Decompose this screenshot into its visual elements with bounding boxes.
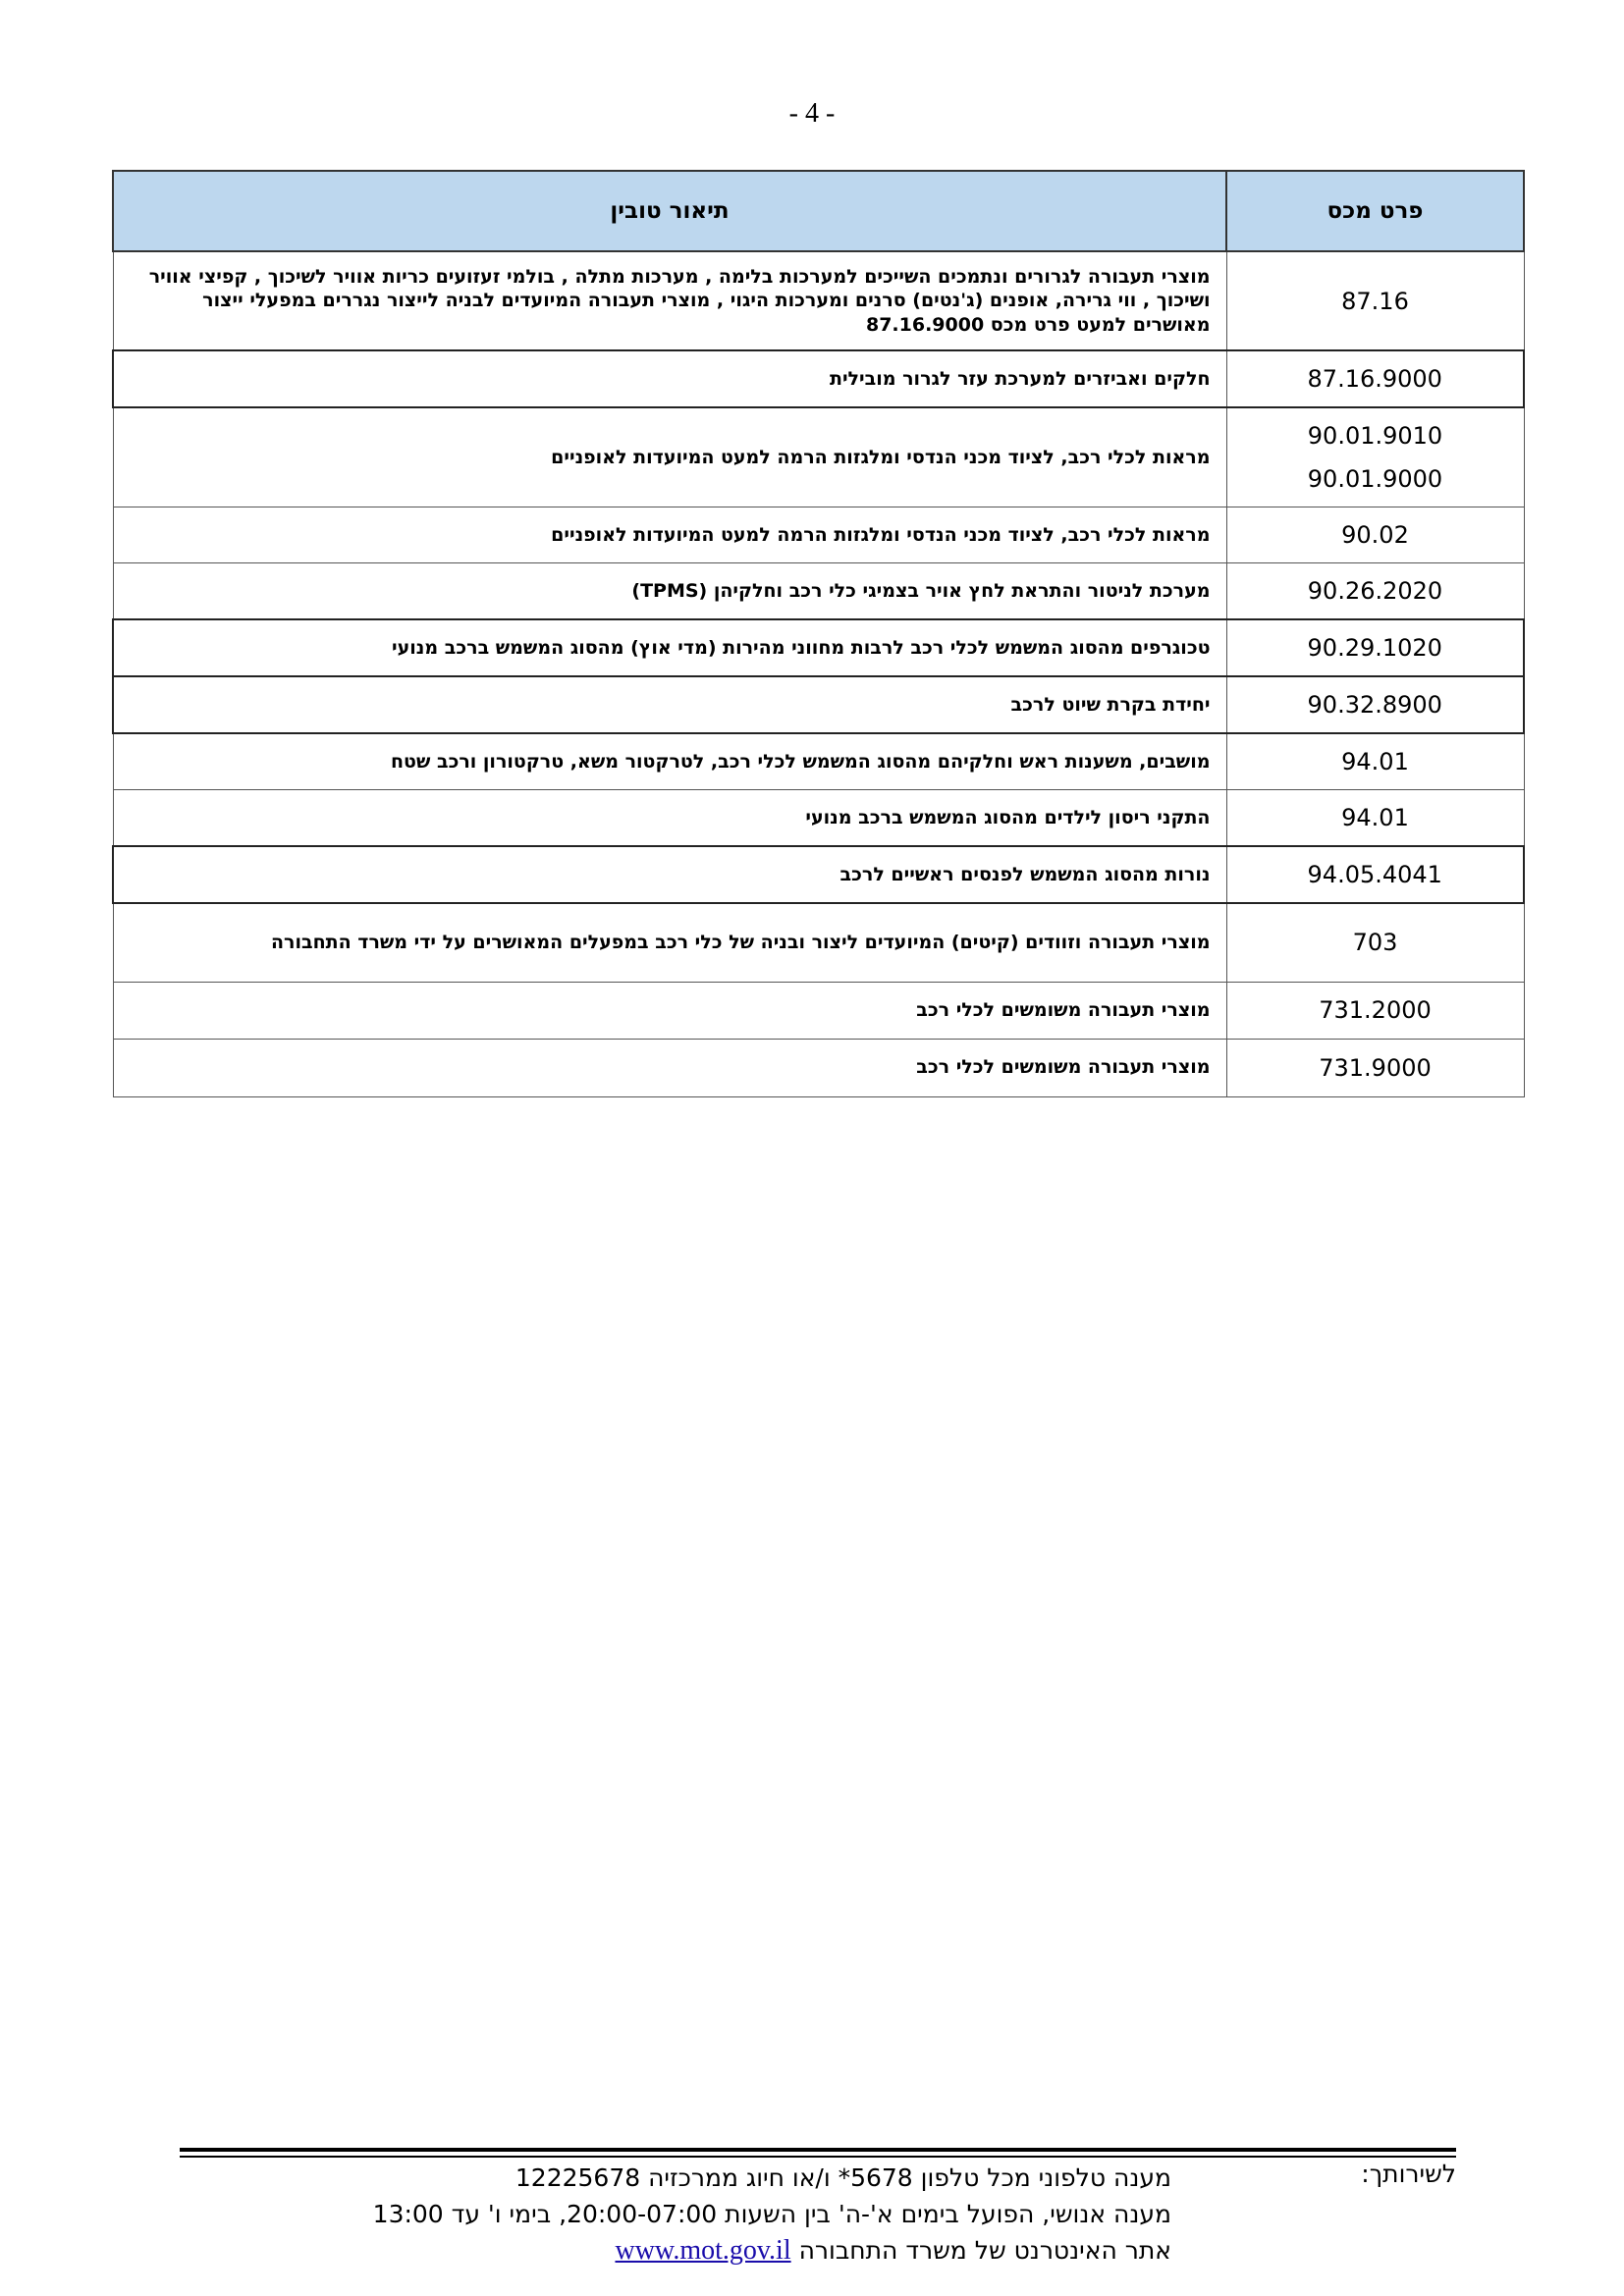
customs-code: 94.01 <box>1341 804 1409 831</box>
customs-code-cell <box>1226 563 1524 620</box>
footer-label: לשירותך: <box>1361 2160 1456 2188</box>
customs-code: 94.01 <box>1341 748 1409 775</box>
table-row <box>113 407 1524 507</box>
customs-code-cell <box>1226 507 1524 563</box>
table-row <box>113 790 1524 847</box>
tariff-table <box>112 170 1525 1097</box>
table-row <box>113 903 1524 982</box>
footer-contact-info <box>373 2160 1171 2269</box>
table-row <box>113 846 1524 903</box>
goods-description-cell: מוצרי תעבורה וזוודים (קיטים) המיועדים ליצור ובניה של כלי רכב במפעלים המאושרים על ידי משרד התחבורה <box>113 903 1226 982</box>
table-row <box>113 1039 1524 1096</box>
table-row <box>113 251 1524 350</box>
goods-description-cell: מוצרי תעבורה משומשים לכלי רכב <box>113 982 1226 1039</box>
page-number: - 4 - <box>788 98 836 129</box>
goods-description-cell: מערכת לניטור והתראת לחץ אויר בצמיגי כלי רכב וחלקיהן (TPMS) <box>113 563 1226 620</box>
goods-description-cell: התקני ריסון לילדים מהסוג המשמש ברכב מנועי <box>113 790 1226 847</box>
customs-code-cell <box>1226 903 1524 982</box>
customs-code: 90.02 <box>1341 521 1409 549</box>
goods-description-cell: טכוגרפים מהסוג המשמש לכלי רכב לרבות מחווני מהירות (מדי אוץ) מהסוג המשמש ברכב מנועי <box>113 619 1226 676</box>
goods-description-cell: מוצרי תעבורה משומשים לכלי רכב <box>113 1039 1226 1096</box>
goods-description-cell: יחידת בקרת שיוט לרכב <box>113 676 1226 733</box>
customs-code: 90.32.8900 <box>1307 691 1442 719</box>
customs-code-cell <box>1226 350 1524 407</box>
customs-code-cell <box>1226 982 1524 1039</box>
footer-phone-line: מענה טלפוני מכל טלפון 5678* ו/או חיוג ממרכזיה 12225678 <box>514 2163 1171 2192</box>
footer-divider <box>180 2148 1456 2158</box>
table-row <box>113 733 1524 790</box>
goods-description-cell: מושבים, משענות ראש וחלקיהם מהסוג המשמש לכלי רכב, לטרקטור משא, טרקטורון ורכב שטח <box>113 733 1226 790</box>
footer-website-link[interactable]: www.mot.gov.il <box>615 2235 791 2266</box>
goods-description-cell: מראות לכלי רכב, לציוד מכני הנדסי ומלגזות הרמה למעט המיועדות לאופניים <box>113 507 1226 563</box>
header-goods-description: תיאור טובין <box>113 171 1226 251</box>
customs-code: 90.01.9000 <box>1307 465 1443 493</box>
customs-code-cell <box>1226 790 1524 847</box>
customs-code: 731.9000 <box>1319 1053 1432 1082</box>
customs-code-cell <box>1226 1039 1524 1096</box>
table-row <box>113 982 1524 1039</box>
goods-description-cell: חלקים ואביזרים למערכת עזר לגרור מובילית <box>113 350 1226 407</box>
header-customs-item: פרט מכס <box>1226 171 1524 251</box>
table-row <box>113 676 1524 733</box>
table-header-row <box>113 171 1524 251</box>
customs-code: 90.01.9010 <box>1307 422 1443 450</box>
footer-hours-line: מענה אנושי, הפועל בימים א'-ה' בין השעות 20:00-07:00, בימי ו' עד 13:00 <box>372 2200 1171 2228</box>
footer-website-line <box>373 2232 1171 2269</box>
table-row <box>113 563 1524 620</box>
customs-code-cell <box>1226 407 1524 507</box>
customs-code-cell <box>1226 619 1524 676</box>
customs-code-cell <box>1226 676 1524 733</box>
customs-code: 87.16.9000 <box>1307 365 1442 393</box>
goods-description-cell: נורות מהסוג המשמש לפנסים ראשיים לרכב <box>113 846 1226 903</box>
customs-code: 94.05.4041 <box>1307 861 1442 888</box>
customs-code-cell <box>1226 846 1524 903</box>
customs-code-cell <box>1226 251 1524 350</box>
goods-description-cell: מראות לכלי רכב, לציוד מכני הנדסי ומלגזות הרמה למעט המיועדות לאופניים <box>113 407 1226 507</box>
table-row <box>113 350 1524 407</box>
table-row <box>113 619 1524 676</box>
customs-code: 703 <box>1352 929 1398 957</box>
customs-code: 731.2000 <box>1319 996 1432 1024</box>
table-row <box>113 507 1524 563</box>
customs-code-cell <box>1226 733 1524 790</box>
customs-code: 87.16 <box>1341 287 1409 315</box>
customs-code: 90.29.1020 <box>1307 634 1442 662</box>
customs-code: 90.26.2020 <box>1307 577 1443 605</box>
footer-website-text: אתר האינטרנט של משרד התחבורה <box>798 2236 1171 2265</box>
goods-description-cell: מוצרי תעבורה לגרורים ונתמכים השייכים למערכות בלימה , מערכות מתלה , בולמי זעזועים כריות אוויר לשיכוך , קפיצי אוויר ושיכוך , ווי גרירה, אופנים (ג'נטים) סרנים ומערכות היגוי , מוצרי תעבורה המיועדים לבניה לייצור נגררים במפעלי ייצור מאושרים למעט פרט מכס 87.16.9000 <box>113 251 1226 350</box>
